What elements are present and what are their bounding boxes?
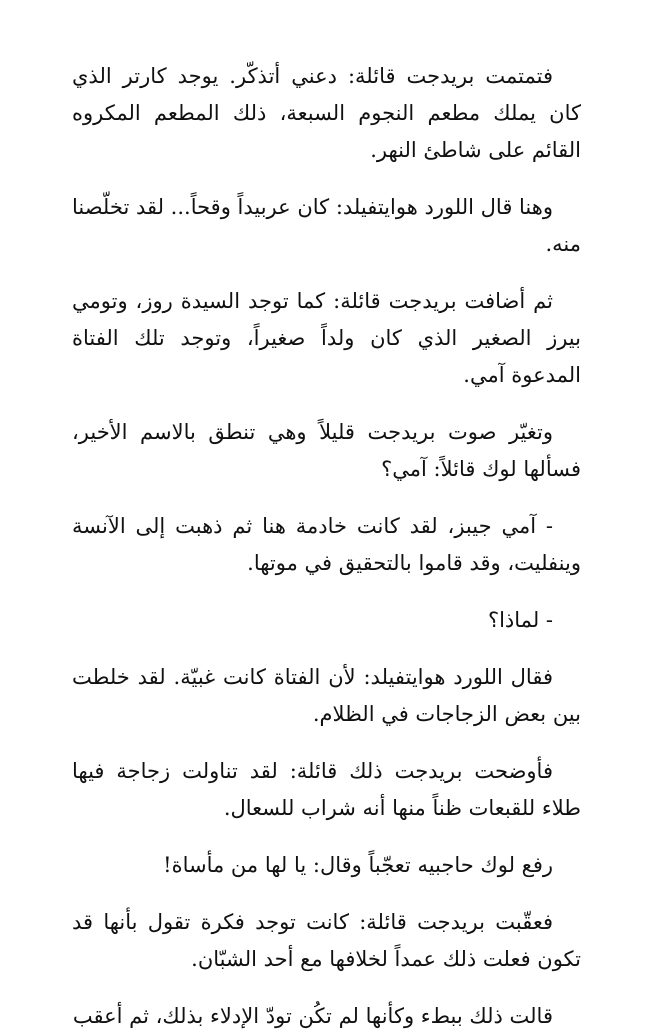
paragraph-7: فقال اللورد هوايتفيلد: لأن الفتاة كانت غبيّة. لقد خلطت بين بعض الزجاجات في الظلام. [72,665,581,726]
paragraph-3: ثم أضافت بريدجت قائلة: كما توجد السيدة روز، وتومي بيرز الصغير الذي كان ولداً صغيراً، وتوجد تلك الفتاة المدعوة آمي. [72,289,581,387]
paragraph-5: - آمي جيبز، لقد كانت خادمة هنا ثم ذهبت إلى الآنسة وينفليت، وقد قاموا بالتحقيق في موتها. [72,514,581,575]
paragraph-11: قالت ذلك ببطء وكأنها لم تكُن تودّ الإدلاء بذلك، ثم أعقب [72,1004,553,1028]
paragraph-2: وهنا قال اللورد هوايتفيلد: كان عربيداً وقحاً... لقد تخلّصنا منه. [71,195,581,256]
paragraph-4: وتغيّر صوت بريدجت قليلاً وهي تنطق بالاسم الأخير، فسألها لوك قائلاً: آمي؟ [72,420,581,481]
paragraph-6: - لماذا؟ [487,608,553,632]
paragraph-10: فعقّبت بريدجت قائلة: كانت توجد فكرة تقول بأنها قد تكون فعلت ذلك عمداً لخلافها مع أحد الشبّان. [72,910,581,971]
paragraph-1: فتمتمت بريدجت قائلة: دعني أتذكّر. يوجد كارتر الذي كان يملك مطعم النجوم السبعة، ذلك المطعم المكروه القائم على شاطئ النهر. [72,64,581,162]
paragraph-8: فأوضحت بريدجت ذلك قائلة: لقد تناولت زجاجة فيها طلاء للقبعات ظناً منها أنه شراب للسعال. [72,759,581,820]
paragraph-9: رفع لوك حاجبيه تعجّباً وقال: يا لها من مأساة! [163,853,553,877]
